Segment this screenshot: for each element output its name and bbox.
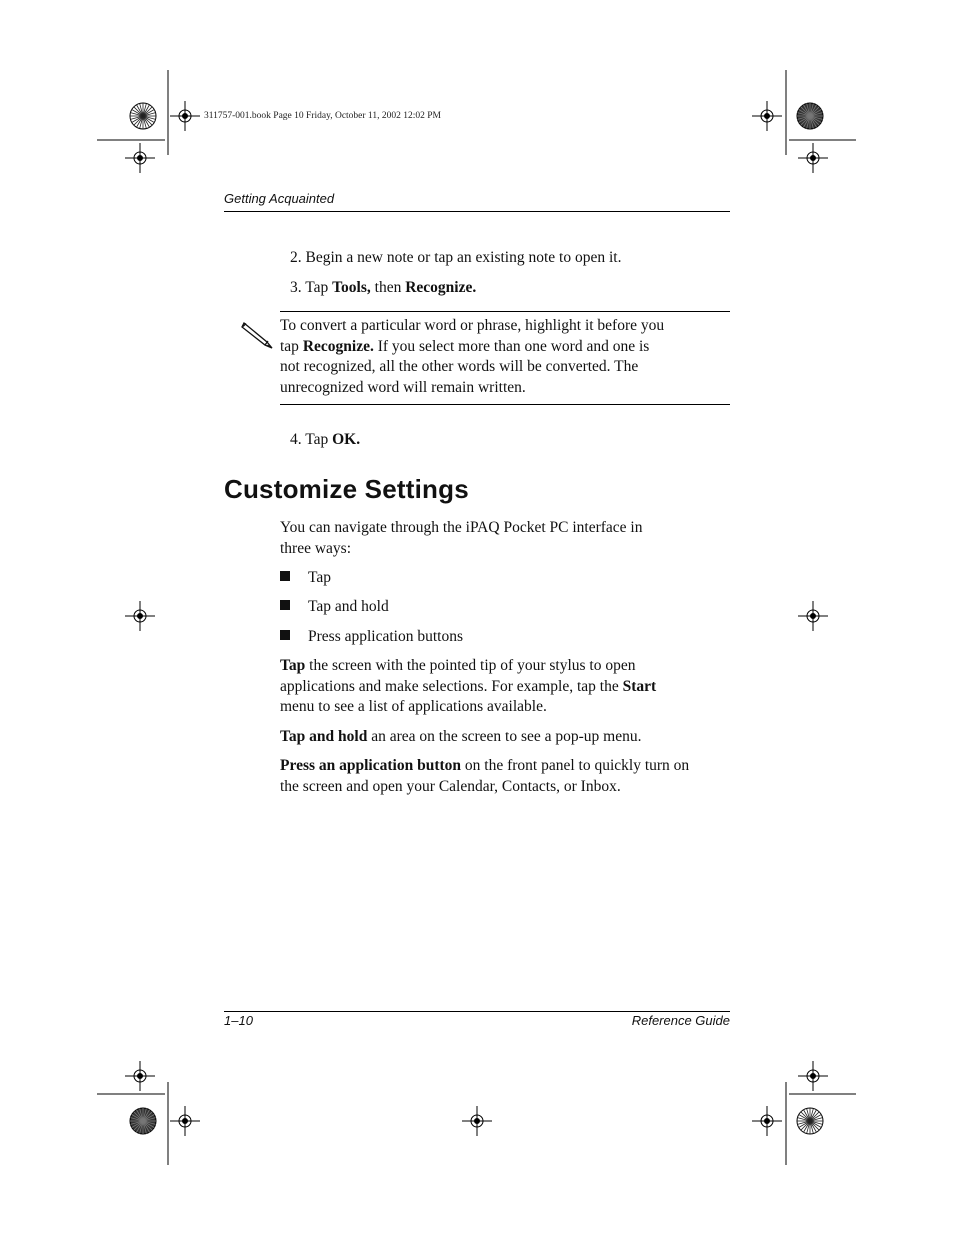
note-line: To convert a particular word or phrase, highlight it before you — [280, 317, 665, 334]
paragraph-line: Tap and hold an area on the screen to see a pop-up menu. — [280, 728, 642, 745]
note-line: not recognized, all the other words will be converted. The — [280, 358, 639, 375]
registration-starburst — [797, 1108, 823, 1134]
registration-starburst — [130, 103, 156, 129]
registration-crosshair — [170, 101, 200, 131]
running-head: Getting Acquainted — [224, 191, 335, 206]
registration-starburst — [130, 1108, 156, 1134]
step-text: Begin a new note or tap an existing note to open it. — [305, 249, 622, 266]
registration-crosshair — [798, 1061, 828, 1091]
note-line: unrecognized word will remain written. — [280, 378, 526, 396]
step-number: 4. — [290, 431, 302, 448]
bullet-text: Tap — [308, 569, 332, 586]
bullet-text: Press application buttons — [308, 628, 463, 645]
registration-crosshair — [462, 1106, 492, 1136]
bullet-text: Tap and hold — [308, 598, 389, 615]
step-text: Tap OK. — [305, 431, 361, 448]
registration-crosshair — [170, 1106, 200, 1136]
step-text: Tap Tools, then Recognize. — [305, 279, 477, 296]
note-line: tap Recognize. If you select more than one word and one is — [280, 337, 650, 355]
intro-line: three ways: — [280, 539, 352, 557]
paragraph-line: menu to see a list of applications available. — [280, 698, 547, 715]
step-number: 2. — [290, 249, 302, 266]
section-heading: Customize Settings — [224, 474, 469, 504]
step-number: 3. — [290, 279, 302, 296]
registration-crosshair — [752, 101, 782, 131]
registration-crosshair — [125, 143, 155, 173]
paragraph-line: Press an application button on the front panel to quickly turn on — [280, 757, 690, 774]
registration-crosshair — [798, 601, 828, 631]
registration-crosshair — [798, 143, 828, 173]
registration-starburst — [797, 103, 823, 129]
registration-crosshair — [125, 1061, 155, 1091]
print-slug: 311757-001.book Page 10 Friday, October 11, 2002 12:02 PM — [204, 111, 441, 121]
registration-crosshair — [752, 1106, 782, 1136]
paragraph-line: the screen and open your Calendar, Contacts, or Inbox. — [280, 777, 621, 795]
intro-line: You can navigate through the iPAQ Pocket PC interface in — [280, 519, 643, 536]
page-number: 1–10 — [224, 1013, 253, 1028]
paragraph-line: Tap the screen with the pointed tip of your stylus to open — [280, 657, 636, 674]
footer-title: Reference Guide — [631, 1013, 730, 1028]
registration-crosshair — [125, 601, 155, 631]
paragraph-line: applications and make selections. For example, tap the Start — [280, 677, 657, 695]
